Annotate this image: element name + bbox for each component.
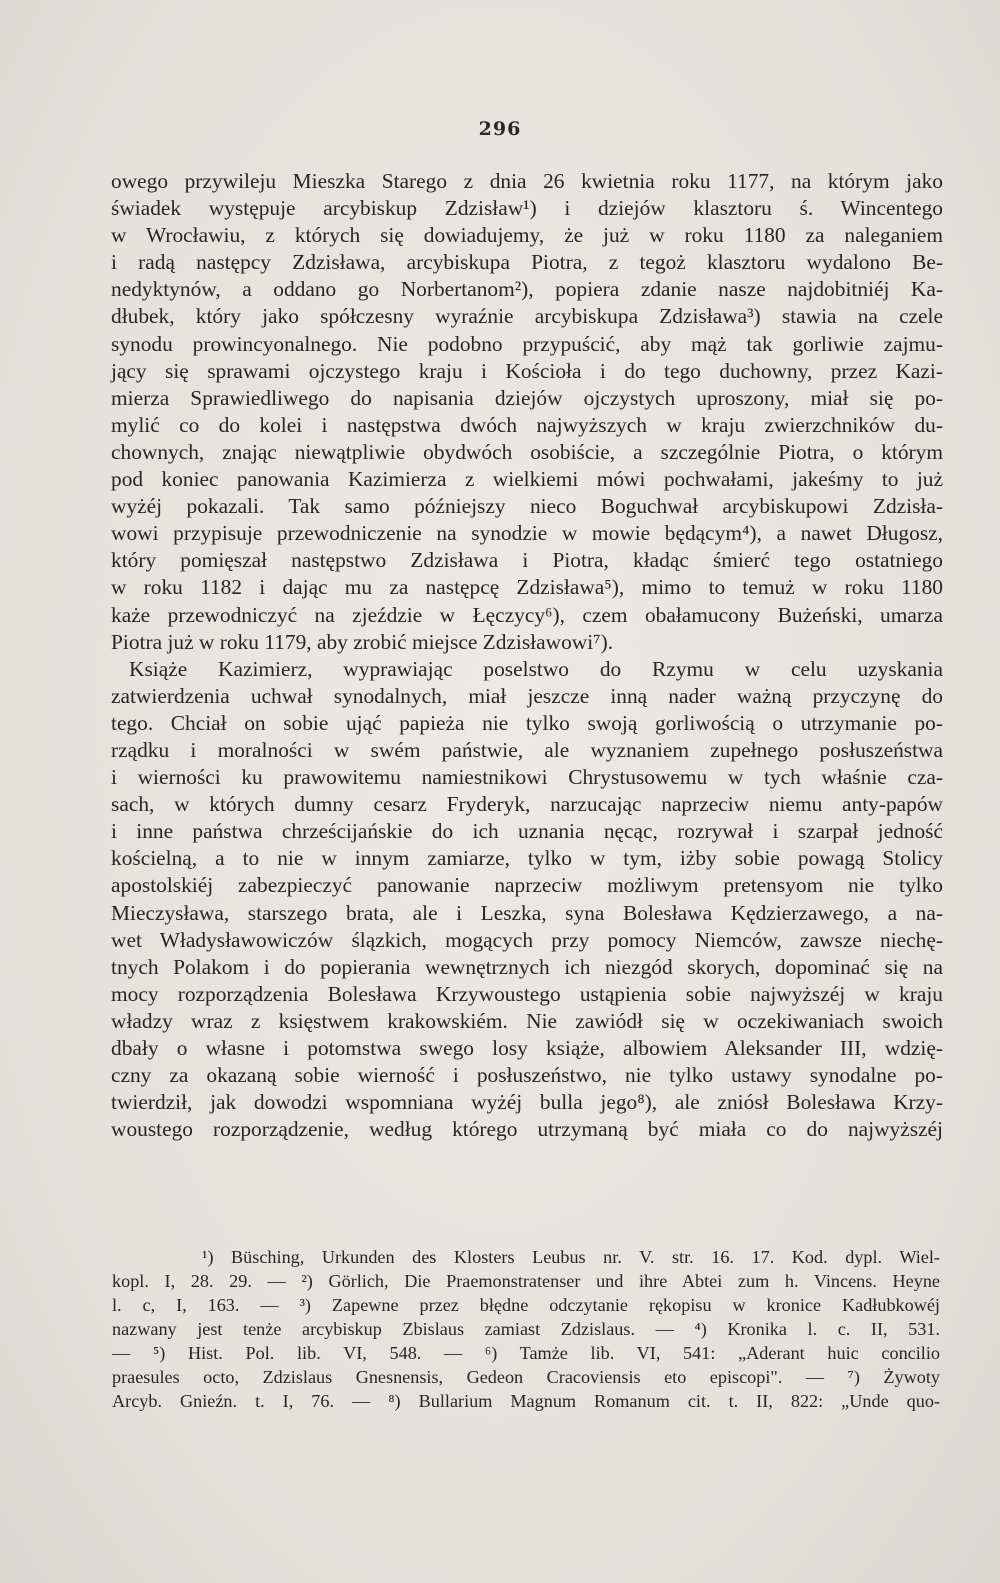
text-line: apostolskiéj zabezpieczyć panowanie naprzeciw możliwym pretensyom nie tylko	[111, 873, 943, 898]
footnote-line: kopl. I, 28. 29. — ²) Görlich, Die Praemonstratenser und ihre Abtei zum h. Vincens. Heyne	[112, 1271, 940, 1291]
page-number: 296	[478, 118, 522, 140]
text-line: Piotra już w roku 1179, aby zrobić miejsce Zdzisławowi⁷).	[111, 629, 614, 654]
text-line: każe przewodniczyć na zjeździe w Łęczycy⁶), czem obałamucony Bużeński, umarza	[111, 602, 943, 627]
text-line: władzy wraz z księstwem krakowskiém. Nie zawiódł się w oczekiwaniach swoich	[111, 1008, 943, 1033]
text-line: synodu prowincyonalnego. Nie podobno przypuścić, aby mąż tak gorliwie zajmu-	[111, 331, 943, 356]
text-line: owego przywileju Mieszka Starego z dnia 26 kwietnia roku 1177, na którym jako	[111, 169, 943, 193]
text-line: czny za okazaną sobie wierność i posłuszeństwo, nie tylko ustawy synodalne po-	[111, 1063, 943, 1088]
text-line: wyżéj pokazali. Tak samo późniejszy nieco Boguchwał arcybiskupowi Zdzisła-	[111, 494, 943, 519]
text-line: kościelną, a to nie w innym zamiarze, tylko w tym, iżby sobie powagą Stolicy	[111, 846, 943, 871]
footnote-line: Arcyb. Gnieźn. t. I, 76. — ⁸) Bullarium Magnum Romanum cit. t. II, 822: „Unde quo-	[112, 1391, 940, 1411]
text-line: w roku 1182 i dając mu za następcę Zdzisława⁵), mimo to temuż w roku 1180	[111, 575, 943, 600]
text-line: mocy rozporządzenia Bolesława Krzywoustego ustąpienia sobie najwyższéj w kraju	[111, 981, 943, 1006]
footnote-line: nazwany jest tenże arcybiskup Zbislaus zamiast Zdzislaus. — ⁴) Kronika l. c. II, 531.	[112, 1319, 940, 1339]
footnote-line: — ⁵) Hist. Pol. lib. VI, 548. — ⁶) Tamże lib. VI, 541: „Aderant huic concilio	[112, 1343, 940, 1363]
text-line: i radą następcy Zdzisława, arcybiskupa Piotra, z tegoż klasztoru wydalono Be-	[111, 250, 943, 275]
text-line: wowi przypisuje przewodniczenie na synodzie w mowie będącym⁴), a nawet Długosz,	[111, 521, 943, 546]
paragraph-first-line: Książe Kazimierz, wyprawiając poselstwo do Rzymu w celu uzyskania	[129, 656, 943, 681]
footnote-line: l. c, I, 163. — ³) Zapewne przez błędne odczytanie rękopisu w kronice Kadłubkowéj	[112, 1295, 940, 1315]
text-line: mylić co do kolei i następstwa dwóch najwyższych w kraju zwierzchników du-	[111, 412, 943, 437]
text-line: w Wrocławiu, z których się dowiadujemy, że już w roku 1180 za naleganiem	[111, 223, 943, 248]
text-line: chownych, znając niewątpliwie obydwóch osobiście, a szczególnie Piotra, o którym	[111, 439, 943, 464]
footnotes	[112, 1245, 940, 1413]
footnote-line: praesules octo, Zdzislaus Gnesnensis, Gedeon Cracoviensis eto episcopi". — ⁷) Żywoty	[112, 1367, 940, 1387]
text-line: tnych Polakom i do popierania wewnętrznych ich niezgód skorych, dopominać się na	[111, 954, 943, 979]
text-line: który pomięszał następstwo Zdzisława i Piotra, kładąc śmierć tego ostatniego	[111, 548, 943, 573]
text-line: i wierności ku prawowitemu namiestnikowi Chrystusowemu w tych właśnie cza-	[111, 765, 943, 790]
text-line: woustego rozporządzenie, według którego utrzymaną być miała co do najwyższéj	[111, 1117, 943, 1142]
text-line: nedyktynów, a oddano go Norbertanom²), popiera zdanie nasze najdobitniéj Ka-	[111, 277, 943, 302]
text-line: twierdził, jak dowodzi wspomniana wyżéj bulla jego⁸), ale zniósł Bolesława Krzy-	[111, 1090, 943, 1115]
text-line: Mieczysława, starszego brata, ale i Leszka, syna Bolesława Kędzierzawego, a na-	[111, 900, 943, 925]
text-line: jący się sprawami ojczystego kraju i Kościoła i do tego duchowny, przez Kazi-	[111, 358, 943, 383]
text-line: tego. Chciał on sobie ująć papieża nie tylko swoją gorliwością o utrzymanie po-	[111, 710, 943, 735]
text-line: mierza Sprawiedliwego do napisania dziejów ojczystych uproszony, miał się po-	[111, 385, 943, 410]
footnote-line: ¹) Büsching, Urkunden des Klosters Leubus nr. V. str. 16. 17. Kod. dypl. Wiel-	[202, 1247, 940, 1267]
text-line: dłubek, który jako spółczesny wyraźnie arcybiskupa Zdzisława³) stawia na czele	[111, 304, 943, 329]
body-text	[111, 168, 943, 1143]
text-line: dbały o własne i potomstwa swego losy książe, albowiem Aleksander III, wdzię-	[111, 1036, 943, 1060]
text-line: rządku i moralności w swém państwie, ale wyznaniem zupełnego posłuszeństwa	[111, 737, 943, 762]
text-line: zatwierdzenia uchwał synodalnych, miał jeszcze inną nader ważną przyczynę do	[111, 683, 943, 708]
text-line: i inne państwa chrześcijańskie do ich uznania nęcąc, rozrywał i szarpał jedność	[111, 819, 943, 844]
text-line: wet Władysławowiczów ślązkich, mogących przy pomocy Niemców, zawsze niechę-	[111, 927, 943, 952]
text-line: świadek występuje arcybiskup Zdzisław¹) i dziejów klasztoru ś. Wincentego	[111, 196, 943, 221]
text-line: pod koniec panowania Kazimierza z wielkiemi mówi pochwałami, jakeśmy to już	[111, 467, 943, 492]
text-line: sach, w których dumny cesarz Fryderyk, narzucając naprzeciw niemu anty-papów	[111, 792, 943, 817]
